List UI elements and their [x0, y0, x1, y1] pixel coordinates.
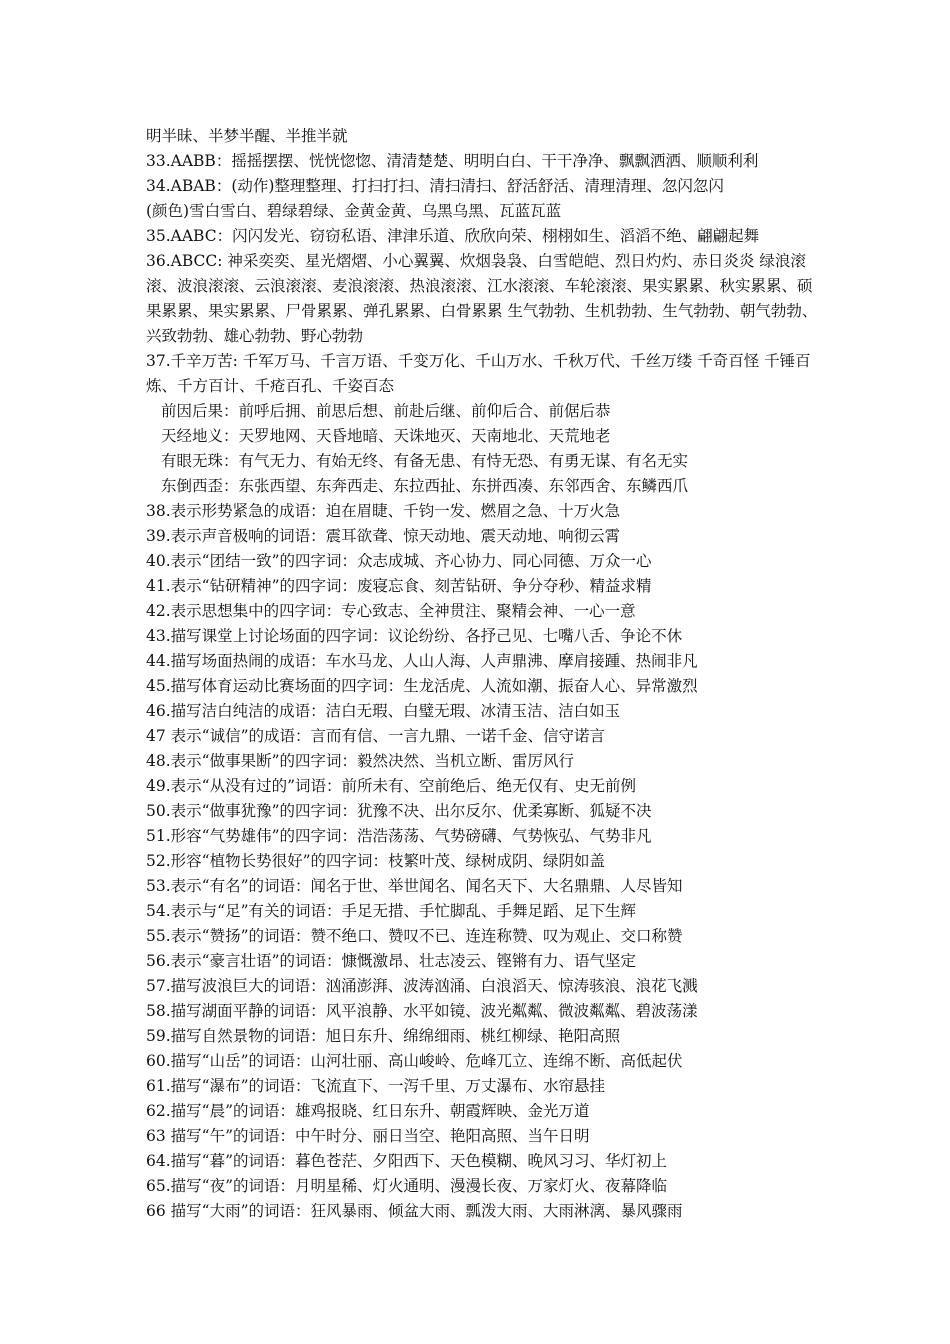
text-line: 62.描写“晨”的词语：雄鸡报晓、红日东升、朝霞辉映、金光万道: [146, 1102, 590, 1120]
text-line: 64.描写“暮”的词语：暮色苍茫、夕阳西下、天色模糊、晚风习习、华灯初上: [146, 1152, 668, 1170]
text-line: 56.表示“豪言壮语”的词语：慷慨激昂、壮志凌云、铿锵有力、语气坚定: [146, 952, 637, 970]
text-line: 39.表示声音极响的词语：震耳欲聋、惊天动地、震天动地、响彻云霄: [146, 527, 621, 545]
text-line: 48.表示“做事果断”的四字词：毅然决然、当机立断、雷厉风行: [146, 752, 575, 770]
text-line: 明半昧、半梦半醒、半推半就: [146, 127, 348, 145]
text-line: 51.形容“气势雄伟”的四字词：浩浩荡荡、气势磅礴、气势恢弘、气势非凡: [146, 827, 652, 845]
text-line: 43.描写课堂上讨论场面的四字词：议论纷纷、各抒己见、七嘴八舌、争论不休: [146, 627, 683, 645]
text-line: 45.描写体育运动比赛场面的四字词：生龙活虎、人流如潮、振奋人心、异常激烈: [146, 677, 698, 695]
text-line: (颜色)雪白雪白、碧绿碧绿、金黄金黄、乌黑乌黑、瓦蓝瓦蓝: [146, 202, 562, 220]
text-line: 46.描写洁白纯洁的成语：洁白无瑕、白璧无瑕、冰清玉洁、洁白如玉: [146, 702, 621, 720]
text-paragraph: 36.ABCC: 神采奕奕、星光熠熠、小心翼翼、炊烟袅袅、白雪皑皑、烈日灼灼、赤日炎炎 绿浪滚滚、波浪滚滚、云浪滚滚、麦浪滚滚、热浪滚滚、江水滚滚、车轮滚滚、果实累累、秋实累累、硕果累累、果实累累、尸骨累累、弹孔累累、白骨累累 生气勃勃、生机勃勃、生气勃勃、朝气勃勃、兴致勃勃、雄心勃勃、野心勃勃: [146, 252, 818, 345]
text-line: 66 描写“大雨”的词语：狂风暴雨、倾盆大雨、瓢泼大雨、大雨淋漓、暴风骤雨: [146, 1202, 683, 1220]
text-line: 41.表示“钻研精神”的四字词：废寝忘食、刻苦钻研、争分夺秒、精益求精: [146, 577, 652, 595]
text-line: 前因后果：前呼后拥、前思后想、前赴后继、前仰后合、前倨后恭: [161, 402, 611, 420]
text-line: 42.表示思想集中的四字词：专心致志、全神贯注、聚精会神、一心一意: [146, 602, 636, 620]
text-line: 50.表示“做事犹豫”的四字词：犹豫不决、出尔反尔、优柔寡断、狐疑不决: [146, 802, 652, 820]
text-line: 38.表示形势紧急的成语：迫在眉睫、千钧一发、燃眉之急、十万火急: [146, 502, 621, 520]
text-line: 60.描写“山岳”的词语：山河壮丽、高山峻岭、危峰兀立、连绵不断、高低起伏: [146, 1052, 683, 1070]
text-line: 55.表示“赞扬”的词语：赞不绝口、赞叹不已、连连称赞、叹为观止、交口称赞: [146, 927, 683, 945]
text-line: 34.ABAB：(动作)整理整理、打扫打扫、清扫清扫、舒活舒活、清理清理、忽闪忽闪: [146, 177, 724, 195]
text-line: 40.表示“团结一致”的四字词：众志成城、齐心协力、同心同德、万众一心: [146, 552, 652, 570]
text-line: 49.表示“从没有过的”词语：前所未有、空前绝后、绝无仅有、史无前例: [146, 777, 637, 795]
text-line: 35.AABC：闪闪发光、窃窃私语、津津乐道、欣欣向荣、栩栩如生、滔滔不绝、翩翩起舞: [146, 227, 760, 245]
text-paragraph: 37.千辛万苦: 千军万马、千言万语、千变万化、千山万水、千秋万代、千丝万缕 千奇百怪 千锤百炼、千方百计、千疮百孔、千姿百态: [146, 352, 811, 395]
text-line: 57.描写波浪巨大的词语：汹涌澎湃、波涛汹涌、白浪滔天、惊涛骇浪、浪花飞溅: [146, 977, 698, 995]
document-body: [146, 124, 826, 1249]
text-line: 54.表示与“足”有关的词语：手足无措、手忙脚乱、手舞足蹈、足下生辉: [146, 902, 637, 920]
text-line: 63 描写“午”的词语：中午时分、丽日当空、艳阳高照、当午日明: [146, 1127, 590, 1145]
text-line: 52.形容“植物长势很好”的四字词：枝繁叶茂、绿树成阴、绿阴如盖: [146, 852, 606, 870]
text-line: 65.描写“夜”的词语：月明星稀、灯火通明、漫漫长夜、万家灯火、夜幕降临: [146, 1177, 668, 1195]
text-line: 东倒西歪：东张西望、东奔西走、东拉西扯、东拼西凑、东邻西舍、东鳞西爪: [161, 477, 689, 495]
text-line: 天经地义：天罗地网、天昏地暗、天诛地灭、天南地北、天荒地老: [161, 427, 611, 445]
text-line: 33.AABB：摇摇摆摆、恍恍惚惚、清清楚楚、明明白白、干干净净、飘飘洒洒、顺顺利利: [146, 152, 759, 170]
text-line: [146, 1224, 826, 1249]
text-line: 44.描写场面热闹的成语：车水马龙、人山人海、人声鼎沸、摩肩接踵、热闹非凡: [146, 652, 698, 670]
text-line: 53.表示“有名”的词语：闻名于世、举世闻名、闻名天下、大名鼎鼎、人尽皆知: [146, 877, 683, 895]
text-line: 47 表示“诚信”的成语：言而有信、一言九鼎、一诺千金、信守诺言: [146, 727, 606, 745]
text-line: 58.描写湖面平静的词语：风平浪静、水平如镜、波光粼粼、微波粼粼、碧波荡漾: [146, 1002, 698, 1020]
text-line: 61.描写“瀑布”的词语：飞流直下、一泻千里、万丈瀑布、水帘悬挂: [146, 1077, 606, 1095]
text-line: 有眼无珠：有气无力、有始无终、有备无患、有恃无恐、有勇无谋、有名无实: [161, 452, 689, 470]
text-line: 59.描写自然景物的词语：旭日东升、绵绵细雨、桃红柳绿、艳阳高照: [146, 1027, 621, 1045]
